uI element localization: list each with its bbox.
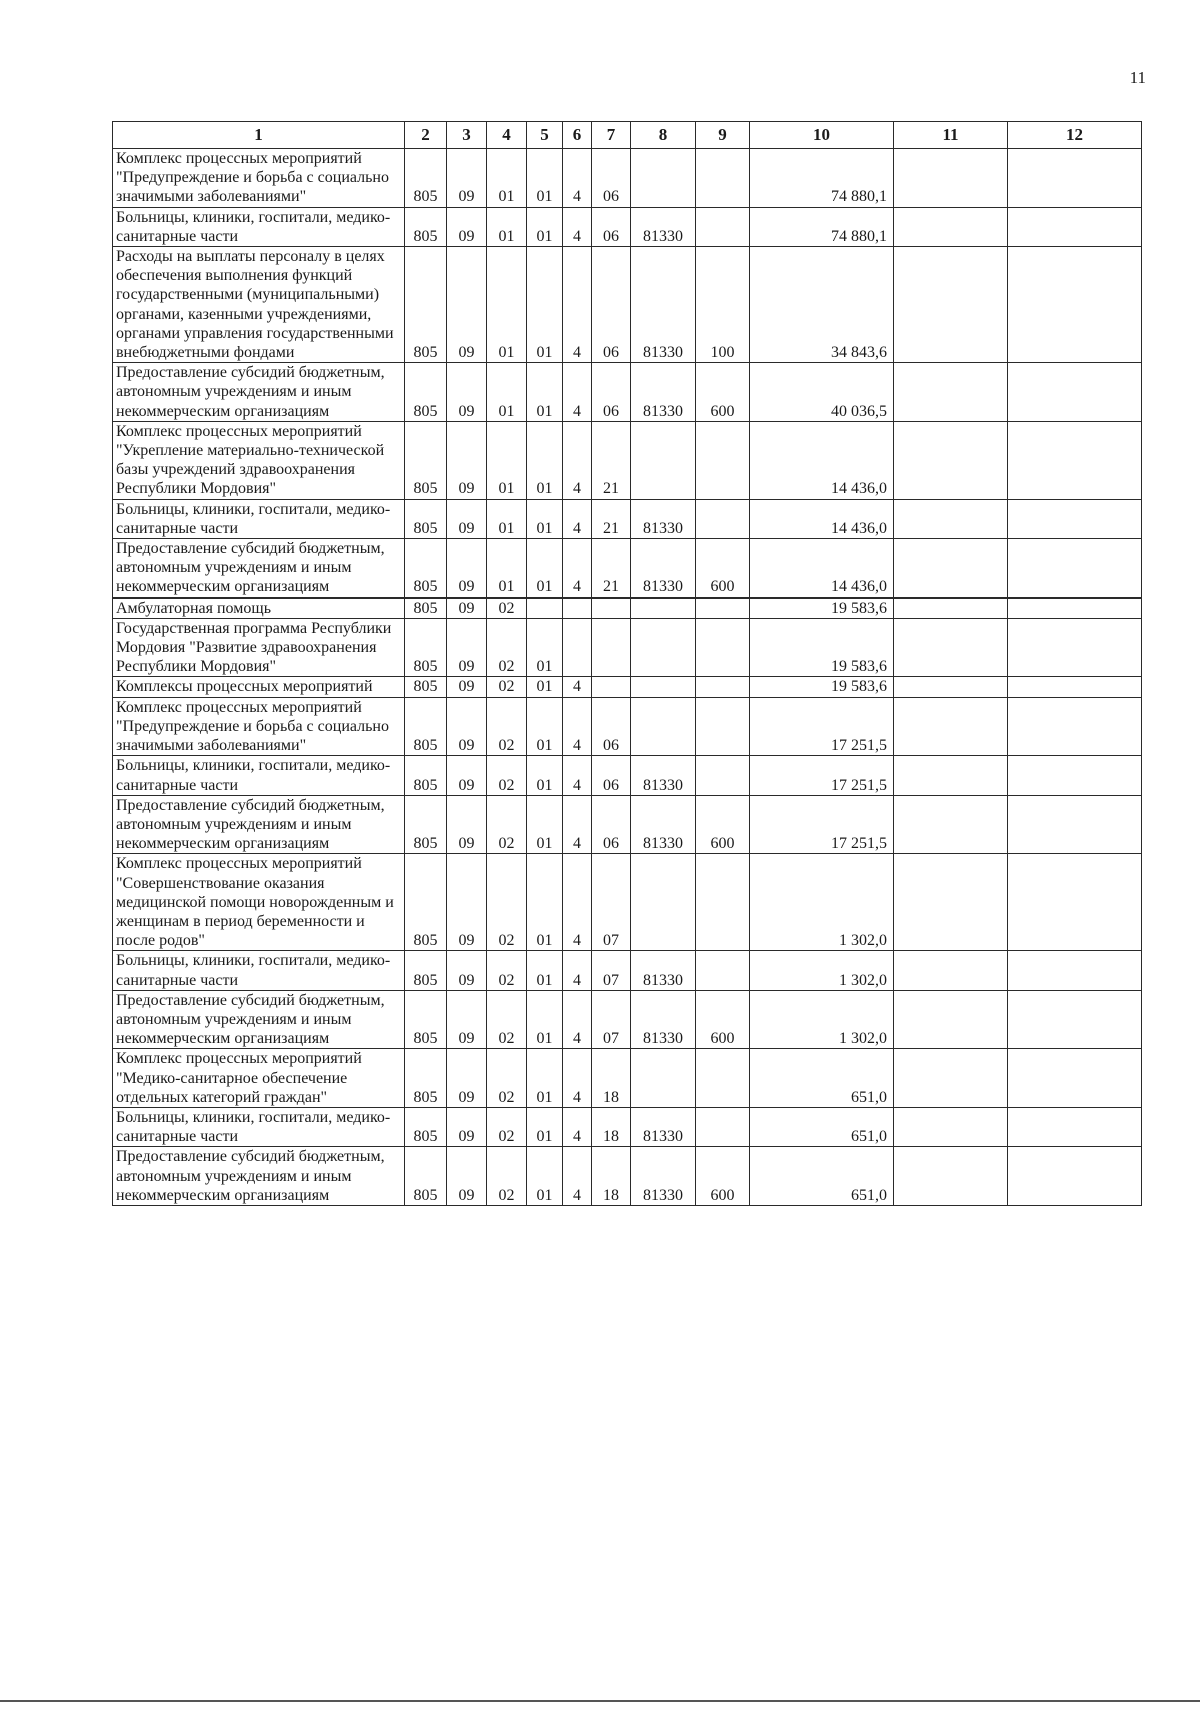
row-cell-col-8: 81330 <box>631 990 696 1049</box>
row-cell-col-8: 81330 <box>631 363 696 422</box>
table-row <box>113 1147 1142 1206</box>
row-cell-col-6: 4 <box>563 363 592 422</box>
row-cell-col-6: 4 <box>563 421 592 499</box>
page-number: 11 <box>1129 68 1146 87</box>
row-cell-col-12 <box>1008 421 1142 499</box>
row-cell-col-10: 14 436,0 <box>750 421 894 499</box>
row-cell-col-8 <box>631 421 696 499</box>
row-cell-col-7: 06 <box>592 207 631 246</box>
row-cell-col-7 <box>592 677 631 697</box>
row-cell-col-4: 02 <box>487 1107 527 1146</box>
row-cell-col-5: 01 <box>527 1147 563 1206</box>
row-cell-col-8: 81330 <box>631 756 696 795</box>
row-cell-col-10: 651,0 <box>750 1147 894 1206</box>
row-cell-col-4: 02 <box>487 1049 527 1108</box>
row-cell-col-9 <box>696 854 750 951</box>
table-row <box>113 499 1142 538</box>
row-cell-col-7: 06 <box>592 697 631 756</box>
row-cell-col-4: 01 <box>487 247 527 363</box>
row-cell-col-11 <box>894 990 1008 1049</box>
row-cell-col-6: 4 <box>563 1107 592 1146</box>
row-cell-col-9: 600 <box>696 795 750 854</box>
row-cell-col-10: 74 880,1 <box>750 149 894 208</box>
row-cell-col-2: 805 <box>405 247 447 363</box>
row-cell-col-4: 01 <box>487 207 527 246</box>
row-cell-col-5: 01 <box>527 951 563 990</box>
row-cell-col-7: 06 <box>592 795 631 854</box>
row-cell-col-10: 1 302,0 <box>750 990 894 1049</box>
row-cell-col-6: 4 <box>563 149 592 208</box>
column-header-6: 6 <box>563 122 592 149</box>
row-cell-col-8: 81330 <box>631 247 696 363</box>
row-description-cell: Больницы, клиники, госпитали, медико-санитарные части <box>113 756 405 795</box>
row-cell-col-2: 805 <box>405 598 447 619</box>
table-row <box>113 207 1142 246</box>
row-cell-col-5: 01 <box>527 990 563 1049</box>
row-cell-col-5: 01 <box>527 149 563 208</box>
row-cell-col-12 <box>1008 697 1142 756</box>
row-cell-col-3: 09 <box>447 1049 487 1108</box>
row-cell-col-11 <box>894 618 1008 677</box>
row-cell-col-8: 81330 <box>631 1147 696 1206</box>
column-header-12: 12 <box>1008 122 1142 149</box>
row-cell-col-11 <box>894 1147 1008 1206</box>
row-cell-col-10: 14 436,0 <box>750 539 894 598</box>
row-cell-col-10: 17 251,5 <box>750 756 894 795</box>
row-cell-col-11 <box>894 1107 1008 1146</box>
row-cell-col-12 <box>1008 1049 1142 1108</box>
row-cell-col-4: 02 <box>487 697 527 756</box>
row-description-cell: Больницы, клиники, госпитали, медико-санитарные части <box>113 951 405 990</box>
row-cell-col-10: 40 036,5 <box>750 363 894 422</box>
row-cell-col-12 <box>1008 756 1142 795</box>
table-row <box>113 951 1142 990</box>
row-cell-col-3: 09 <box>447 795 487 854</box>
row-cell-col-11 <box>894 795 1008 854</box>
row-cell-col-7: 06 <box>592 363 631 422</box>
row-cell-col-12 <box>1008 618 1142 677</box>
row-cell-col-11 <box>894 951 1008 990</box>
row-cell-col-2: 805 <box>405 1107 447 1146</box>
column-header-7: 7 <box>592 122 631 149</box>
row-description-cell: Комплекс процессных мероприятий "Укрепление материально-технической базы учреждений здравоохранения Республики Мордовия" <box>113 421 405 499</box>
row-cell-col-5: 01 <box>527 1107 563 1146</box>
row-cell-col-11 <box>894 499 1008 538</box>
row-cell-col-11 <box>894 854 1008 951</box>
row-cell-col-12 <box>1008 990 1142 1049</box>
row-cell-col-8 <box>631 618 696 677</box>
row-cell-col-4: 01 <box>487 499 527 538</box>
row-cell-col-2: 805 <box>405 756 447 795</box>
row-cell-col-8: 81330 <box>631 795 696 854</box>
row-cell-col-4: 01 <box>487 363 527 422</box>
row-description-cell: Предоставление субсидий бюджетным, автономным учреждениям и иным некоммерческим организациям <box>113 795 405 854</box>
row-cell-col-6: 4 <box>563 499 592 538</box>
row-cell-col-12 <box>1008 149 1142 208</box>
row-cell-col-8: 81330 <box>631 1107 696 1146</box>
row-cell-col-5: 01 <box>527 854 563 951</box>
row-cell-col-7: 06 <box>592 756 631 795</box>
row-cell-col-10: 17 251,5 <box>750 795 894 854</box>
row-description-cell: Государственная программа Республики Мордовия "Развитие здравоохранения Республики Мордовия" <box>113 618 405 677</box>
row-cell-col-12 <box>1008 854 1142 951</box>
row-cell-col-6 <box>563 598 592 619</box>
row-cell-col-9 <box>696 618 750 677</box>
row-cell-col-11 <box>894 421 1008 499</box>
row-cell-col-7 <box>592 598 631 619</box>
row-description-cell: Предоставление субсидий бюджетным, автономным учреждениям и иным некоммерческим организациям <box>113 990 405 1049</box>
row-cell-col-4: 02 <box>487 618 527 677</box>
column-header-11: 11 <box>894 122 1008 149</box>
row-cell-col-11 <box>894 697 1008 756</box>
row-cell-col-7: 06 <box>592 149 631 208</box>
row-cell-col-8: 81330 <box>631 951 696 990</box>
row-cell-col-10: 17 251,5 <box>750 697 894 756</box>
budget-table <box>112 121 1142 1206</box>
row-cell-col-7: 21 <box>592 539 631 598</box>
row-cell-col-11 <box>894 363 1008 422</box>
row-cell-col-2: 805 <box>405 951 447 990</box>
row-cell-col-3: 09 <box>447 363 487 422</box>
row-cell-col-3: 09 <box>447 149 487 208</box>
row-cell-col-10: 1 302,0 <box>750 951 894 990</box>
row-cell-col-2: 805 <box>405 421 447 499</box>
row-cell-col-6: 4 <box>563 756 592 795</box>
row-cell-col-7 <box>592 618 631 677</box>
row-cell-col-4: 02 <box>487 990 527 1049</box>
table-row <box>113 697 1142 756</box>
row-description-cell: Комплекс процессных мероприятий "Медико-санитарное обеспечение отдельных категорий граждан" <box>113 1049 405 1108</box>
row-cell-col-6: 4 <box>563 247 592 363</box>
row-cell-col-8 <box>631 1049 696 1108</box>
row-description-cell: Предоставление субсидий бюджетным, автономным учреждениям и иным некоммерческим организациям <box>113 363 405 422</box>
row-cell-col-12 <box>1008 363 1142 422</box>
row-cell-col-6 <box>563 618 592 677</box>
row-description-cell: Предоставление субсидий бюджетным, автономным учреждениям и иным некоммерческим организациям <box>113 1147 405 1206</box>
row-cell-col-6: 4 <box>563 207 592 246</box>
row-cell-col-5: 01 <box>527 539 563 598</box>
row-cell-col-9 <box>696 951 750 990</box>
row-cell-col-2: 805 <box>405 149 447 208</box>
row-cell-col-3: 09 <box>447 1107 487 1146</box>
row-cell-col-8: 81330 <box>631 539 696 598</box>
row-cell-col-3: 09 <box>447 499 487 538</box>
row-cell-col-10: 1 302,0 <box>750 854 894 951</box>
column-header-1: 1 <box>113 122 405 149</box>
row-cell-col-5: 01 <box>527 697 563 756</box>
row-cell-col-3: 09 <box>447 990 487 1049</box>
row-cell-col-7: 21 <box>592 421 631 499</box>
table-row <box>113 598 1142 619</box>
row-cell-col-9 <box>696 421 750 499</box>
row-cell-col-4: 01 <box>487 539 527 598</box>
row-cell-col-4: 01 <box>487 149 527 208</box>
column-header-2: 2 <box>405 122 447 149</box>
row-cell-col-5: 01 <box>527 677 563 697</box>
row-cell-col-2: 805 <box>405 207 447 246</box>
row-cell-col-3: 09 <box>447 598 487 619</box>
row-cell-col-3: 09 <box>447 539 487 598</box>
row-cell-col-6: 4 <box>563 1147 592 1206</box>
row-cell-col-10: 14 436,0 <box>750 499 894 538</box>
row-description-cell: Расходы на выплаты персоналу в целях обеспечения выполнения функций государственными (муниципальными) органами, казенными учреждениями, органами управления государственными внебюджетными фондами <box>113 247 405 363</box>
row-cell-col-12 <box>1008 795 1142 854</box>
row-cell-col-9: 100 <box>696 247 750 363</box>
row-cell-col-5: 01 <box>527 1049 563 1108</box>
row-cell-col-9 <box>696 677 750 697</box>
row-cell-col-12 <box>1008 499 1142 538</box>
table-body <box>113 149 1142 1206</box>
row-cell-col-9 <box>696 207 750 246</box>
row-cell-col-5: 01 <box>527 618 563 677</box>
row-cell-col-11 <box>894 598 1008 619</box>
row-cell-col-12 <box>1008 598 1142 619</box>
row-cell-col-9 <box>696 149 750 208</box>
row-cell-col-5: 01 <box>527 421 563 499</box>
table-row <box>113 149 1142 208</box>
row-cell-col-11 <box>894 677 1008 697</box>
row-cell-col-9: 600 <box>696 363 750 422</box>
row-cell-col-6: 4 <box>563 677 592 697</box>
row-cell-col-8 <box>631 677 696 697</box>
row-cell-col-2: 805 <box>405 363 447 422</box>
row-cell-col-10: 19 583,6 <box>750 618 894 677</box>
row-cell-col-3: 09 <box>447 677 487 697</box>
row-description-cell: Больницы, клиники, госпитали, медико-санитарные части <box>113 207 405 246</box>
row-cell-col-8 <box>631 854 696 951</box>
row-cell-col-9: 600 <box>696 1147 750 1206</box>
row-cell-col-7: 06 <box>592 247 631 363</box>
table-row <box>113 247 1142 363</box>
row-cell-col-12 <box>1008 539 1142 598</box>
table-row <box>113 795 1142 854</box>
column-header-9: 9 <box>696 122 750 149</box>
row-cell-col-11 <box>894 1049 1008 1108</box>
row-cell-col-4: 02 <box>487 677 527 697</box>
row-cell-col-5: 01 <box>527 247 563 363</box>
row-cell-col-4: 02 <box>487 951 527 990</box>
row-cell-col-7: 07 <box>592 951 631 990</box>
row-cell-col-2: 805 <box>405 697 447 756</box>
table-header-row <box>113 122 1142 149</box>
row-cell-col-2: 805 <box>405 677 447 697</box>
row-cell-col-6: 4 <box>563 854 592 951</box>
row-cell-col-4: 02 <box>487 854 527 951</box>
table-row <box>113 539 1142 598</box>
table-row <box>113 421 1142 499</box>
row-cell-col-3: 09 <box>447 421 487 499</box>
row-description-cell: Амбулаторная помощь <box>113 598 405 619</box>
row-cell-col-11 <box>894 247 1008 363</box>
column-header-10: 10 <box>750 122 894 149</box>
table-row <box>113 618 1142 677</box>
row-cell-col-3: 09 <box>447 854 487 951</box>
row-cell-col-5: 01 <box>527 499 563 538</box>
row-cell-col-12 <box>1008 207 1142 246</box>
row-cell-col-12 <box>1008 1107 1142 1146</box>
row-cell-col-8: 81330 <box>631 499 696 538</box>
row-cell-col-3: 09 <box>447 207 487 246</box>
row-cell-col-7: 07 <box>592 854 631 951</box>
page-bottom-border <box>0 1700 1200 1702</box>
row-cell-col-6: 4 <box>563 539 592 598</box>
row-cell-col-2: 805 <box>405 854 447 951</box>
row-cell-col-9 <box>696 499 750 538</box>
row-cell-col-6: 4 <box>563 697 592 756</box>
row-description-cell: Комплекс процессных мероприятий "Предупреждение и борьба с социально значимыми заболеваниями" <box>113 697 405 756</box>
row-cell-col-9 <box>696 1049 750 1108</box>
row-cell-col-4: 02 <box>487 756 527 795</box>
column-header-8: 8 <box>631 122 696 149</box>
row-cell-col-11 <box>894 207 1008 246</box>
row-cell-col-11 <box>894 539 1008 598</box>
row-cell-col-7: 18 <box>592 1147 631 1206</box>
row-cell-col-5 <box>527 598 563 619</box>
row-cell-col-8 <box>631 697 696 756</box>
row-description-cell: Комплекс процессных мероприятий "Совершенствование оказания медицинской помощи новорожденным и женщинам в период беременности и после родов" <box>113 854 405 951</box>
row-cell-col-10: 34 843,6 <box>750 247 894 363</box>
row-cell-col-5: 01 <box>527 795 563 854</box>
row-cell-col-3: 09 <box>447 697 487 756</box>
row-cell-col-12 <box>1008 951 1142 990</box>
row-cell-col-3: 09 <box>447 756 487 795</box>
row-cell-col-10: 19 583,6 <box>750 677 894 697</box>
row-cell-col-6: 4 <box>563 1049 592 1108</box>
row-cell-col-10: 651,0 <box>750 1049 894 1108</box>
row-cell-col-6: 4 <box>563 795 592 854</box>
row-cell-col-4: 02 <box>487 598 527 619</box>
row-description-cell: Комплекс процессных мероприятий "Предупреждение и борьба с социально значимыми заболеваниями" <box>113 149 405 208</box>
row-cell-col-2: 805 <box>405 618 447 677</box>
table-row <box>113 1049 1142 1108</box>
row-description-cell: Больницы, клиники, госпитали, медико-санитарные части <box>113 1107 405 1146</box>
row-cell-col-9: 600 <box>696 539 750 598</box>
row-cell-col-10: 651,0 <box>750 1107 894 1146</box>
row-cell-col-4: 01 <box>487 421 527 499</box>
row-cell-col-7: 07 <box>592 990 631 1049</box>
row-cell-col-2: 805 <box>405 539 447 598</box>
row-cell-col-8 <box>631 149 696 208</box>
row-cell-col-10: 19 583,6 <box>750 598 894 619</box>
row-cell-col-7: 21 <box>592 499 631 538</box>
row-cell-col-2: 805 <box>405 1049 447 1108</box>
table-row <box>113 990 1142 1049</box>
row-cell-col-2: 805 <box>405 499 447 538</box>
column-header-5: 5 <box>527 122 563 149</box>
row-cell-col-12 <box>1008 1147 1142 1206</box>
row-cell-col-7: 18 <box>592 1107 631 1146</box>
table-row <box>113 677 1142 697</box>
row-cell-col-10: 74 880,1 <box>750 207 894 246</box>
row-cell-col-7: 18 <box>592 1049 631 1108</box>
row-cell-col-9: 600 <box>696 990 750 1049</box>
row-cell-col-8: 81330 <box>631 207 696 246</box>
row-cell-col-6: 4 <box>563 990 592 1049</box>
table-row <box>113 756 1142 795</box>
row-cell-col-2: 805 <box>405 990 447 1049</box>
row-cell-col-8 <box>631 598 696 619</box>
row-cell-col-9 <box>696 598 750 619</box>
row-cell-col-2: 805 <box>405 795 447 854</box>
row-cell-col-3: 09 <box>447 1147 487 1206</box>
table-row <box>113 1107 1142 1146</box>
table-row <box>113 363 1142 422</box>
row-description-cell: Предоставление субсидий бюджетным, автономным учреждениям и иным некоммерческим организациям <box>113 539 405 598</box>
row-cell-col-3: 09 <box>447 247 487 363</box>
row-cell-col-2: 805 <box>405 1147 447 1206</box>
row-cell-col-12 <box>1008 247 1142 363</box>
row-cell-col-11 <box>894 149 1008 208</box>
row-cell-col-9 <box>696 756 750 795</box>
row-description-cell: Больницы, клиники, госпитали, медико-санитарные части <box>113 499 405 538</box>
row-cell-col-3: 09 <box>447 618 487 677</box>
column-header-3: 3 <box>447 122 487 149</box>
row-cell-col-5: 01 <box>527 756 563 795</box>
row-cell-col-6: 4 <box>563 951 592 990</box>
row-cell-col-3: 09 <box>447 951 487 990</box>
row-cell-col-5: 01 <box>527 363 563 422</box>
row-cell-col-4: 02 <box>487 1147 527 1206</box>
row-description-cell: Комплексы процессных мероприятий <box>113 677 405 697</box>
row-cell-col-4: 02 <box>487 795 527 854</box>
column-header-4: 4 <box>487 122 527 149</box>
row-cell-col-5: 01 <box>527 207 563 246</box>
row-cell-col-9 <box>696 697 750 756</box>
row-cell-col-11 <box>894 756 1008 795</box>
row-cell-col-9 <box>696 1107 750 1146</box>
row-cell-col-12 <box>1008 677 1142 697</box>
table-row <box>113 854 1142 951</box>
